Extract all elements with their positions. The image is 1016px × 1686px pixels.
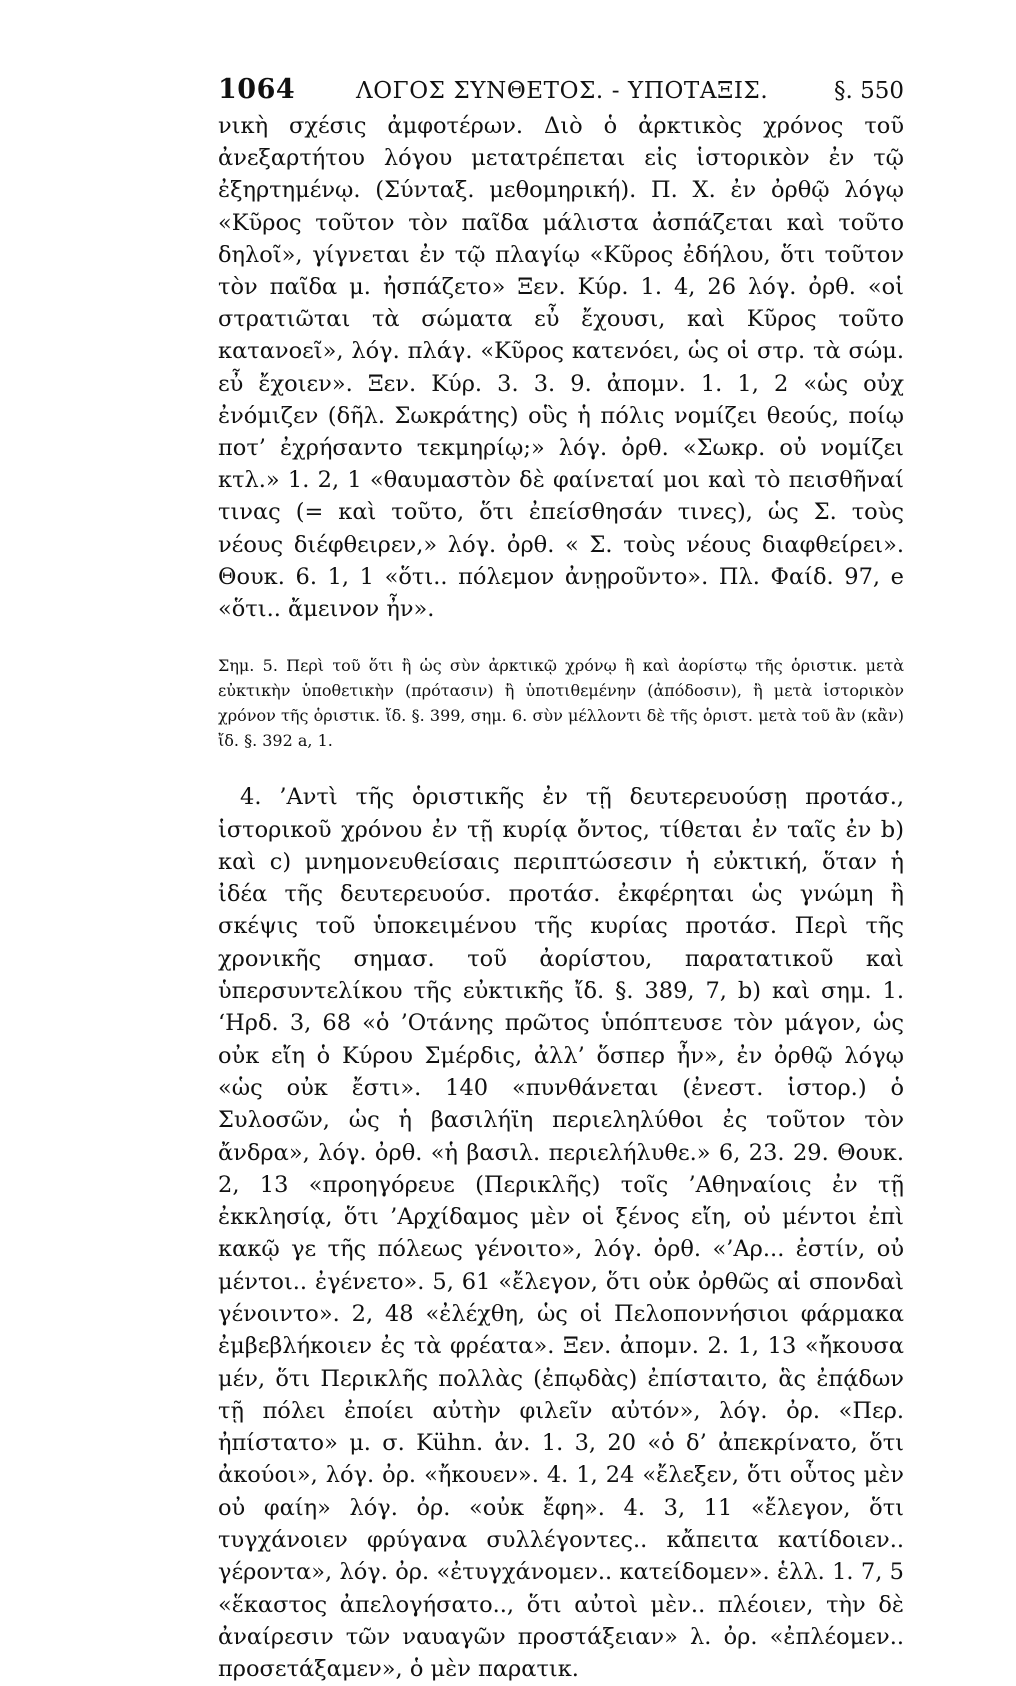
note-paragraph: Σημ. 5. Περὶ τοῦ ὅτι ἢ ὡς σὺν ἀρκτικῷ χρόνῳ ἢ καὶ ἀορίστῳ τῆς ὁριστικ. μετὰ εὐκτικὴν ὑποθετικὴν (πρότασιν) ἢ ὑποτιθεμένην (ἀπόδοσιν), ἢ μετὰ ἱστορικὸν χρόνον τῆς ὁριστικ. ἴδ. §. 399, σημ. 6. σὺν μέλλοντι δὲ τῆς ὁριστ. μετὰ τοῦ ἂν (κἂν) ἴδ. §. 392 a, 1. — [218, 656, 904, 751]
continuation-paragraph: νικὴ σχέσις ἀμφοτέρων. Διὸ ὁ ἀρκτικὸς χρόνος τοῦ ἀνεξαρτήτου λόγου μετατρέπεται εἰς ἱστορικὸν ἐν τῷ ἐξηρτημένῳ. (Σύνταξ. μεθομηρική). Π. Χ. ἐν ὀρθῷ λόγῳ «Κῦρος τοῦτον τὸν παῖδα μάλιστα ἀσπάζεται καὶ τοῦτο δηλοῖ», γίγνεται ἐν τῷ πλαγίῳ «Κῦρος ἐδήλου, ὅτι τοῦτον τὸν παῖδα μ. ἠσπάζετο» Ξεν. Κύρ. 1. 4, 26 λόγ. ὀρθ. «οἱ στρατιῶται τὰ σώματα εὖ ἔχουσι, καὶ Κῦρος τοῦτο κατανοεῖ», λόγ. πλάγ. «Κῦρος κατενόει, ὡς οἱ στρ. τὰ σώμ. εὖ ἔχοιεν». Ξεν. Κύρ. 3. 3. 9. ἀπομν. 1. 1, 2 «ὡς οὐχ ἐνόμιζεν (δῆλ. Σωκράτης) οὓς ἡ πόλις νομίζει θεούς, ποίῳ ποτ’ ἐχρήσαντο τεκμηρίῳ;» λόγ. ὀρθ. «Σωκρ. οὐ νομίζει κτλ.» 1. 2, 1 «θαυμαστὸν δὲ φαίνεταί μοι καὶ τὸ πεισθῆναί τινας (= καὶ τοῦτο, ὅτι ἐπείσθησάν τινες), ὡς Σ. τοὺς νέους διέφθειρεν,» λόγ. ὀρθ. « Σ. τοὺς νέους διαφθείρει». Θουκ. 6. 1, 1 «ὅτι.. πόλεμον ἀνῃροῦντο». Πλ. Φαίδ. 97, e «ὅτι.. ἄμεινον ἦν». — [218, 113, 904, 623]
footnote-block — [218, 653, 904, 753]
running-head — [218, 62, 904, 110]
book-page — [218, 62, 904, 1686]
section-number: §. 550 — [833, 78, 904, 104]
paragraph-4: 4. ’Αντὶ τῆς ὁριστικῆς ἐν τῇ δευτερευούσῃ προτάσ., ἱστορικοῦ χρόνου ἐν τῇ κυρίᾳ ὄντος, τίθεται ἐν ταῖς ἐν b) καὶ c) μνημονευθείσαις περιπτώσεσιν ἡ εὐκτική, ὅταν ἡ ἰδέα τῆς δευτερευούσ. προτάσ. ἐκφέρηται ὡς γνώμη ἢ σκέψις τοῦ ὑποκειμένου τῆς κυρίας προτάσ. Περὶ τῆς χρονικῆς σημασ. τοῦ ἀορίστου, παρατατικοῦ καὶ ὑπερσυντελίκου τῆς εὐκτικῆς ἴδ. §. 389, 7, b) καὶ σημ. 1. ‘Ηρδ. 3, 68 «ὁ ’Οτάνης πρῶτος ὑπόπτευσε τὸν μάγον, ὡς οὐκ εἴη ὁ Κύρου Σμέρδις, ἀλλ’ ὅσπερ ἦν», ἐν ὀρθῷ λόγῳ «ὡς οὐκ ἔστι». 140 «πυνθάνεται (ἐνεστ. ἱστορ.) ὁ Συλοσῶν, ὡς ἡ βασιλήϊη περιεληλύθοι ἐς τοῦτον τὸν ἄνδρα», λόγ. ὀρθ. «ἡ βασιλ. περιελήλυθε.» 6, 23. 29. Θουκ. 2, 13 «προηγόρευε (Περικλῆς) τοῖς ’Αθηναίοις ἐν τῇ ἐκκλησίᾳ, ὅτι ’Αρχίδαμος μὲν οἱ ξένος εἴη, οὐ μέντοι ἐπὶ κακῷ γε τῆς πόλεως γένοιτο», λόγ. ὀρθ. «’Αρ... ἐστίν, οὐ μέντοι.. ἐγένετο». 5, 61 «ἔλεγον, ὅτι οὐκ ὀρθῶς αἱ σπονδαὶ γένοιντο». 2, 48 «ἐλέχθη, ὡς οἱ Πελοποννήσιοι φάρμακα ἐμβεβλήκοιεν ἐς τὰ φρέατα». Ξεν. ἀπομν. 2. 1, 13 «ἤκουσα μέν, ὅτι Περικλῆς πολλὰς (ἐπῳδὰς) ἐπίσταιτο, ἃς ἐπᾴδων τῇ πόλει ἐποίει αὐτὴν φιλεῖν αὐτόν», λόγ. ὀρ. «Περ. ἠπίστατο» μ. σ. Kühn. ἀν. 1. 3, 20 «ὁ δ’ ἀπεκρίνατο, ὅτι ἀκούοι», λόγ. ὀρ. «ἤκουεν». 4. 1, 24 «ἔλεξεν, ὅτι οὗτος μὲν οὐ φαίη» λόγ. ὀρ. «οὐκ ἔφη». 4. 3, 11 «ἔλεγον, ὅτι τυγχάνοιεν φρύγανα συλλέγοντες.. κἄπειτα κατίδοιεν.. γέροντα», λόγ. ὀρ. «ἐτυγχάνομεν.. κατείδομεν». ἑλλ. 1. 7, 5 «ἕκαστος ἀπελογήσατο.., ὅτι αὐτοὶ μὲν.. πλέοιεν, τὴν δὲ ἀναίρεσιν τῶν ναυαγῶν προστάξειαν» λ. ὀρ. «ἐπλέομεν.. προσετάξαμεν», ὁ μὲν παρατικ. — [218, 784, 904, 1683]
paragraph-4-block — [218, 781, 904, 1685]
page-number: 1064 — [218, 74, 296, 105]
main-text-block — [218, 110, 904, 625]
running-title: ΛΟΓΟΣ ΣΥΝΘΕΤΟΣ. - ΥΠΟΤΑΞΙΣ. — [356, 78, 769, 104]
